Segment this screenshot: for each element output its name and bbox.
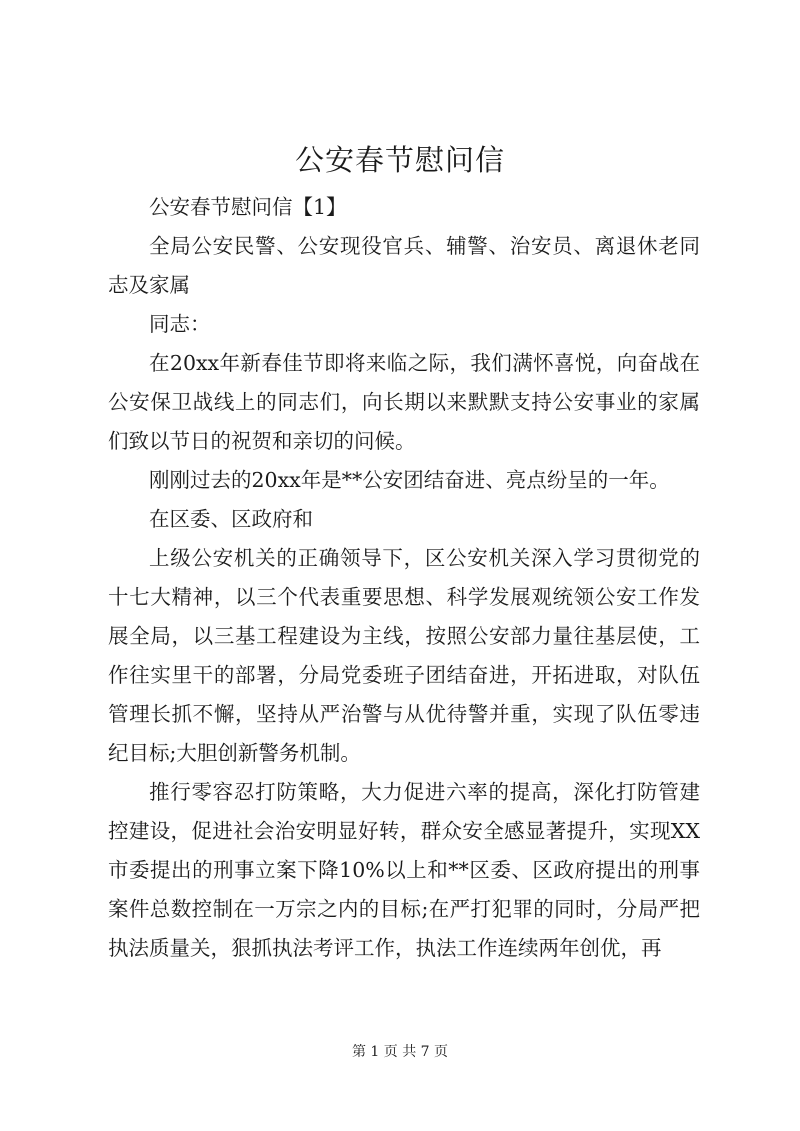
paragraph: 刚刚过去的20xx年是**公安团结奋进、亮点纷呈的一年。 [149, 468, 670, 492]
document-body [108, 188, 700, 968]
paragraph-addressee: 全局公安民警、公安现役官兵、辅警、治安员、离退休老同志及家属 [108, 234, 700, 297]
paragraph-salutation: 同志： [149, 312, 211, 336]
page-number-footer: 第 1 页 共 7 页 [351, 1044, 449, 1060]
paragraph-subtitle: 公安春节慰问信【1】 [149, 195, 347, 219]
paragraph: 上级公安机关的正确领导下，区公安机关深入学习贯彻党的十七大精神，以三个代表重要思想、科学发展观统领公安工作发展全局，以三基工程建设为主线，按照公安部力量往基层使，工作往实里干的部署，分局党委班子团结奋进，开拓进取，对队伍管理长抓不懈，坚持从严治警与从优待警并重，实现了队伍零违纪目标;大胆创新警务机制。 [108, 546, 700, 765]
paragraph: 在区委、区政府和 [149, 507, 313, 531]
document-title: 公安春节慰问信 [294, 143, 505, 177]
paragraph: 推行零容忍打防策略，大力促进六率的提高，深化打防管建控建设，促进社会治安明显好转，群众安全感显著提升，实现XX市委提出的刑事立案下降10%以上和**区委、区政府提出的刑事案件总数控制在一万宗之内的目标;在严打犯罪的同时，分局严把执法质量关，狠抓执法考评工作，执法工作连续两年创优，再 [108, 780, 700, 960]
paragraph: 在20xx年新春佳节即将来临之际，我们满怀喜悦，向奋战在公安保卫战线上的同志们，向长期以来默默支持公安事业的家属们致以节日的祝贺和亲切的问候。 [108, 351, 700, 453]
